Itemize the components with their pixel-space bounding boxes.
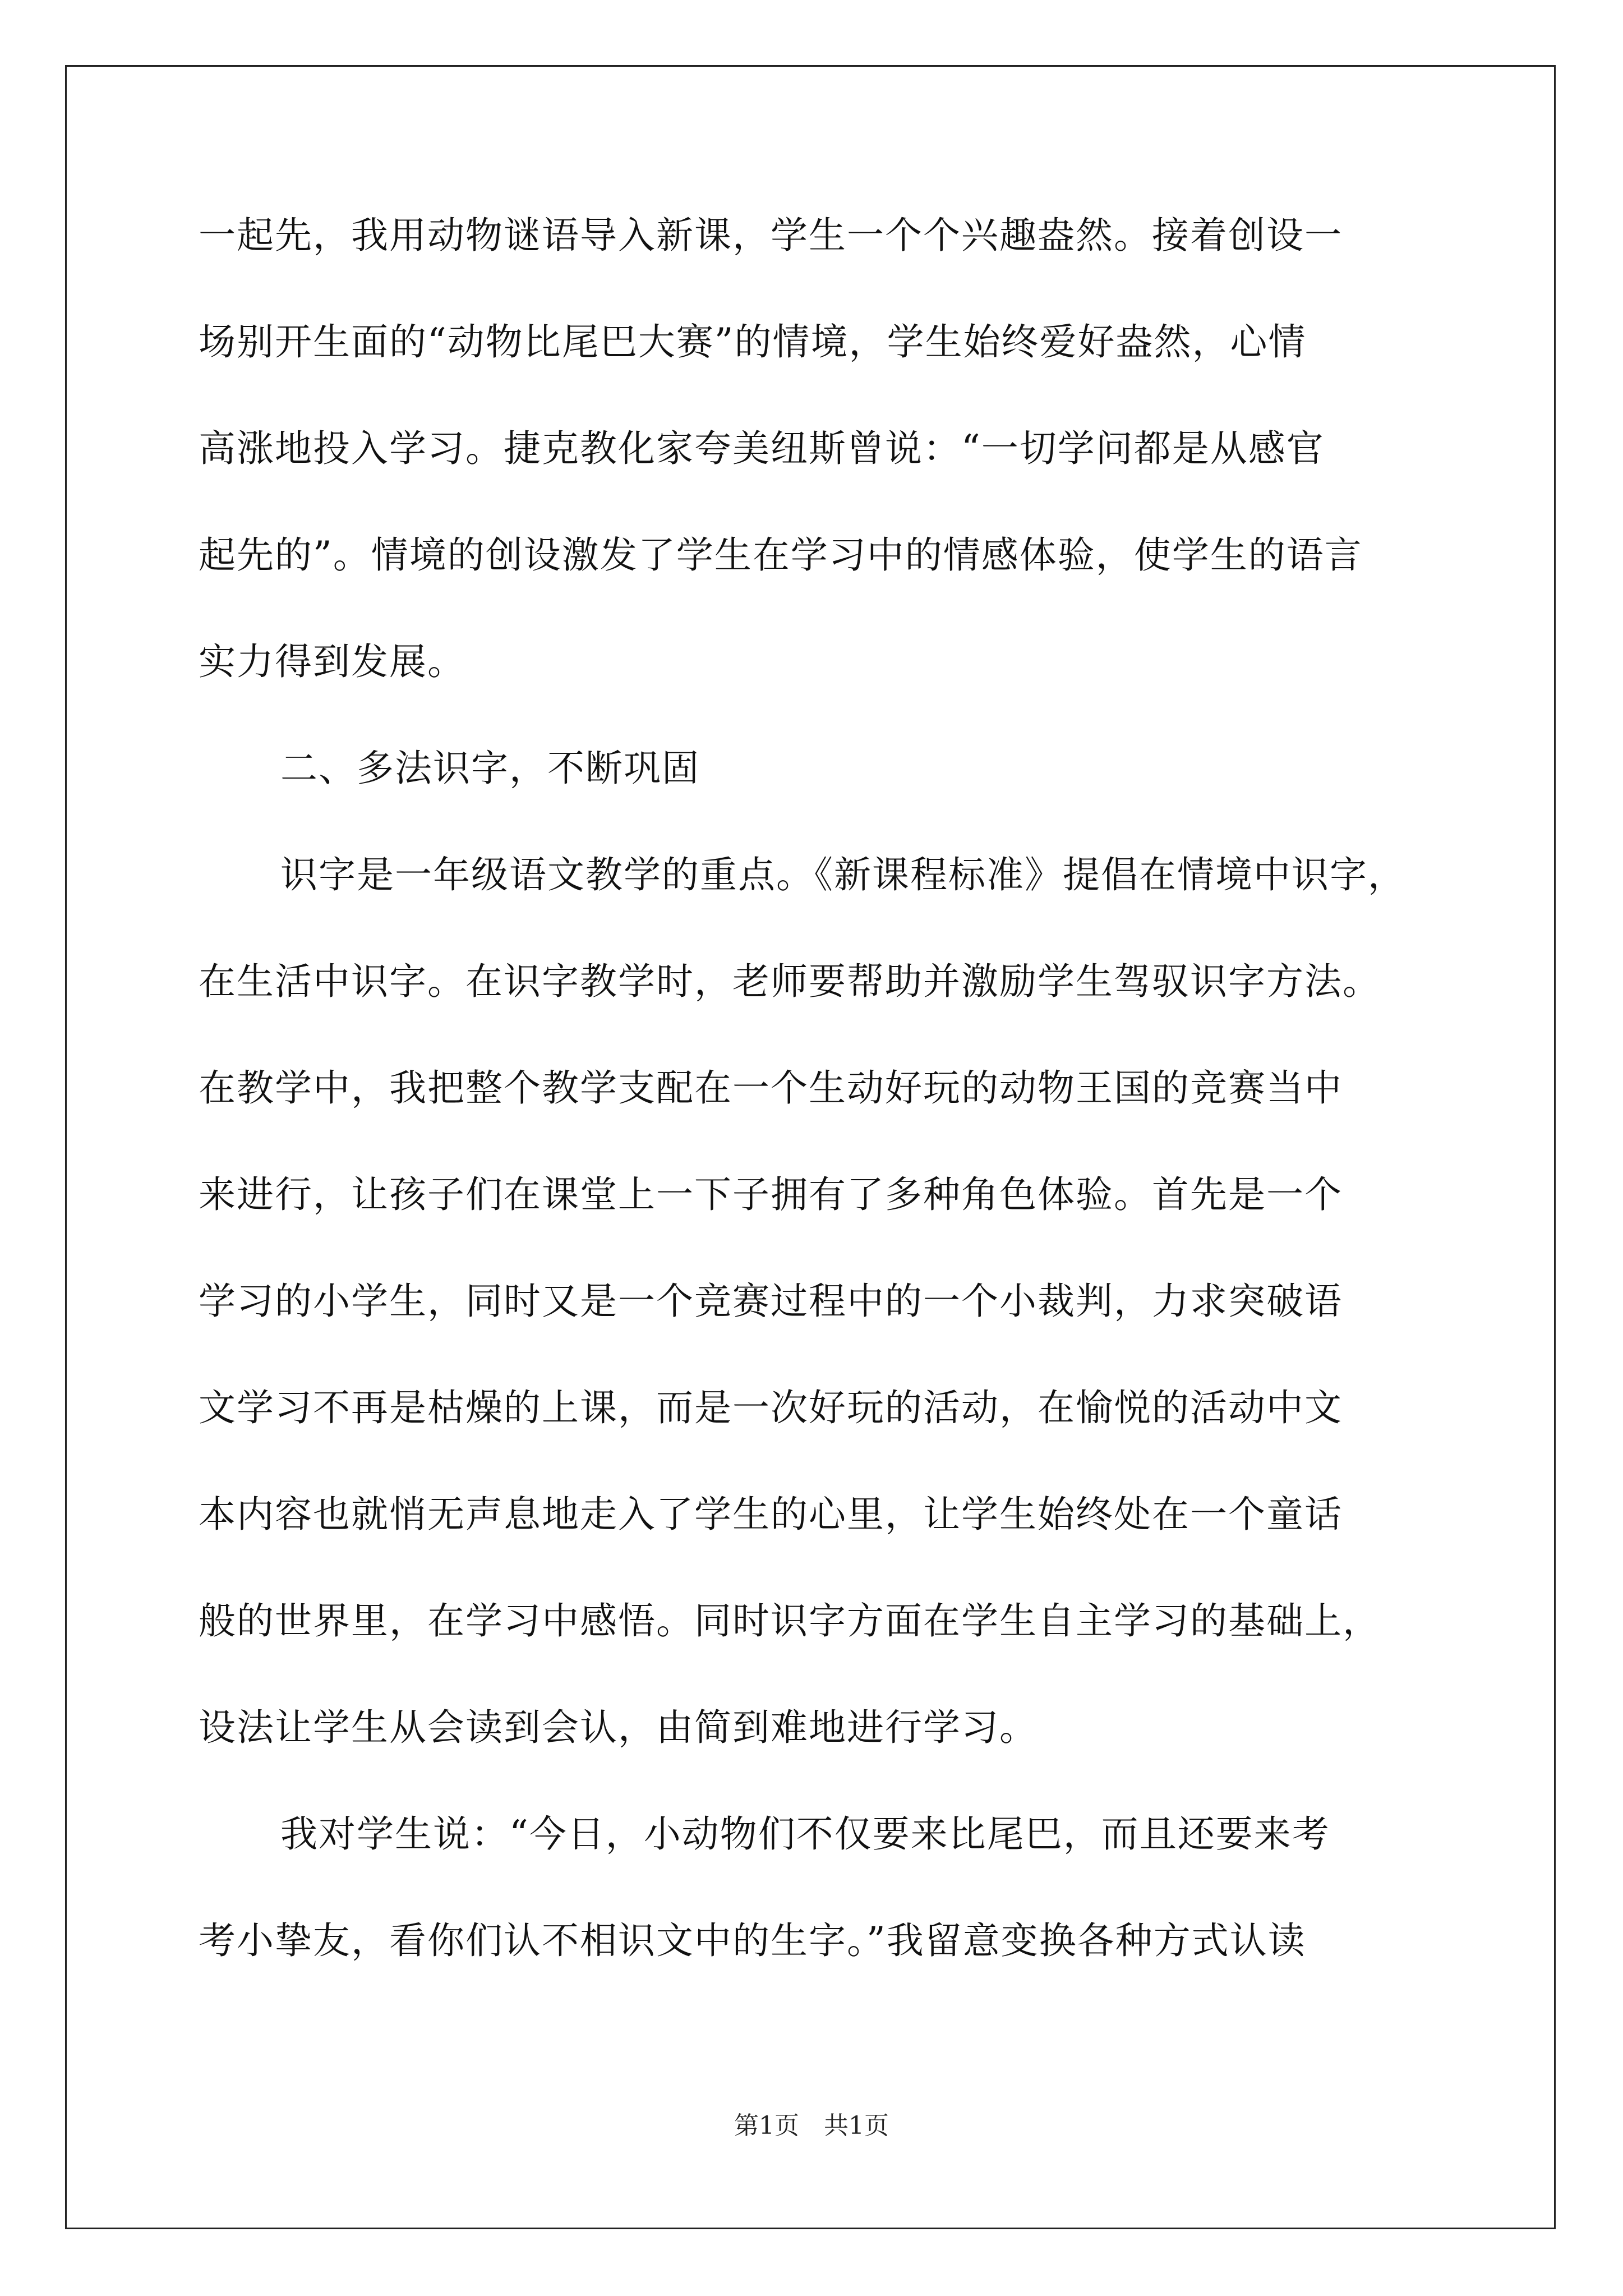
body-text-line: 学习的小学生，同时又是一个竞赛过程中的一个小裁判，力求突破语 — [199, 1280, 1343, 1323]
body-text-line: 一起先，我用动物谜语导入新课，学生一个个兴趣盎然。接着创设一 — [199, 214, 1343, 257]
body-text-line: 文学习不再是枯燥的上课，而是一次好玩的活动，在愉悦的活动中文 — [199, 1386, 1343, 1429]
body-text-line: 来进行，让孩子们在课堂上一下子拥有了多种角色体验。首先是一个 — [199, 1173, 1343, 1216]
body-text-line: 设法让学生从会读到会认，由简到难地进行学习。 — [199, 1706, 1038, 1749]
section-heading: 二、多法识字，不断巩固 — [280, 747, 700, 790]
body-text-line: 考小挚友，看你们认不相识文中的生字。”我留意变换各种方式认读 — [199, 1919, 1306, 1962]
body-text-line: 起先的”。情境的创设激发了学生在学习中的情感体验，使学生的语言 — [199, 533, 1363, 577]
body-text-line: 本内容也就悄无声息地走入了学生的心里，让学生始终处在一个童话 — [199, 1493, 1343, 1536]
body-text-line: 高涨地投入学习。捷克教化家夸美纽斯曾说：“一切学问都是从感官 — [199, 427, 1325, 470]
body-text-line: 场别开生面的“动物比尾巴大赛”的情境，学生始终爱好盎然，心情 — [199, 320, 1307, 364]
body-text-line: 般的世界里，在学习中感悟。同时识字方面在学生自主学习的基础上， — [199, 1599, 1381, 1642]
page-border — [65, 65, 1556, 2229]
body-text-line: 实力得到发展。 — [199, 640, 465, 683]
page-footer: 第1页 共1页 — [734, 2111, 889, 2140]
body-text-line: 在生活中识字。在识字教学时，老师要帮助并激励学生驾驭识字方法。 — [199, 960, 1381, 1003]
body-text-line: 在教学中，我把整个教学支配在一个生动好玩的动物王国的竞赛当中 — [199, 1066, 1343, 1110]
body-text-line: 识字是一年级语文教学的重点。《新课程标准》提倡在情境中识字， — [280, 853, 1406, 896]
body-text-line: 我对学生说：“今日，小动物们不仅要来比尾巴，而且还要来考 — [280, 1812, 1330, 1856]
